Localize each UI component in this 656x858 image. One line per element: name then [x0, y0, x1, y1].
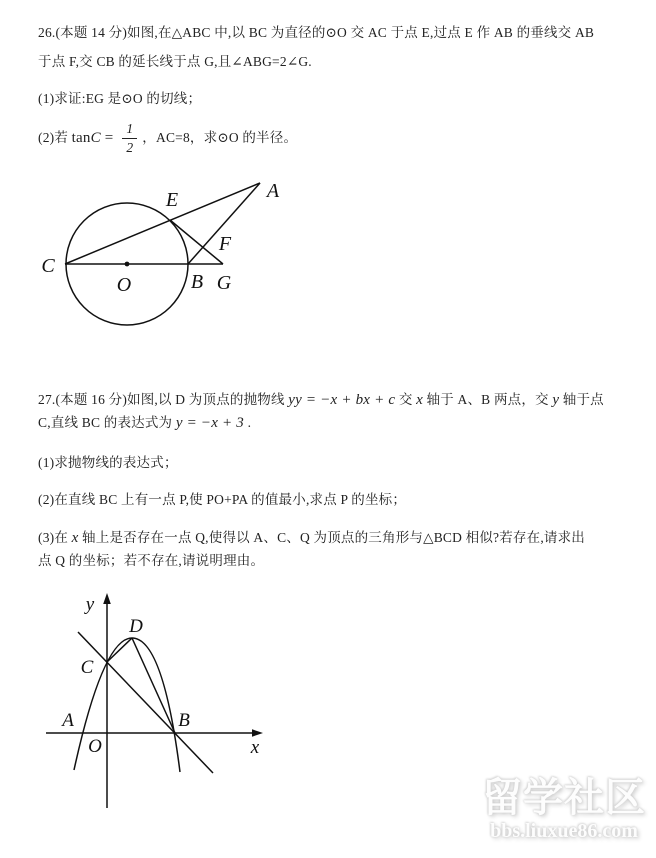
fraction: $\frac{1}{2}$	[122, 121, 137, 155]
p27-part1: (1)求抛物线的表达式；	[38, 455, 178, 470]
p27-part3-line2: 点 Q 的坐标；若不存在,请说明理由。	[38, 553, 265, 568]
fig27-label-C: C	[80, 657, 94, 678]
fig26-label-G: G	[216, 272, 232, 294]
fig26-label-A: A	[266, 180, 280, 202]
fig26-label-E: E	[165, 189, 179, 211]
line-EFG	[170, 220, 223, 264]
fig27-label-B: B	[178, 710, 190, 731]
p26-statement-line2: 于点 F,交 CB 的延长线于点 G,且∠ABG=2∠G.	[38, 54, 312, 69]
p27-part3-line1: (3)在 x 轴上是否存在一点 Q,使得以 A、C、Q 为顶点的三角形与△BCD 相似?若存在,请求出	[38, 530, 585, 546]
watermark-url: bbs.liuxue86.com	[490, 820, 638, 842]
fig26-label-B: B	[190, 271, 204, 293]
fig27-label-D: D	[129, 616, 143, 637]
watermark	[478, 776, 650, 842]
p26-statement-line1: 26.(本题 14 分)如图,在△ABC 中,以 BC 为直径的⊙O 交 AC 于点 E,过点 E 作 AB 的垂线交 AB	[38, 25, 595, 40]
fig26-label-F: F	[218, 233, 232, 255]
fig27-label-A: A	[62, 710, 74, 731]
y-axis-arrow-icon	[103, 593, 111, 604]
p27-statement-line2: C,直线 BC 的表达式为 y = −x + 3 .	[38, 415, 252, 431]
x-axis-arrow-icon	[252, 729, 263, 736]
segment-CD	[107, 638, 132, 662]
fig26-label-C: C	[41, 255, 55, 277]
figure-26-circle-diagram	[28, 166, 308, 356]
p27-part2: (2)在直线 BC 上有一点 P,使 PO+PA 的值最小,求点 P 的坐标；	[38, 492, 407, 507]
figure-27-parabola-diagram	[36, 590, 276, 818]
segment-DB	[132, 638, 175, 733]
watermark-title: 留学社区	[482, 775, 646, 820]
p26-part2: (2)若 tan C = $\frac{1}{2}$ ，AC=8，求⊙O 的半径。	[38, 120, 298, 155]
fig27-label-x: x	[250, 737, 260, 758]
fig27-label-y: y	[85, 594, 95, 615]
p26-part1: (1)求证:EG 是⊙O 的切线；	[38, 91, 202, 106]
fig27-label-O: O	[88, 736, 102, 757]
fig26-label-O: O	[116, 274, 132, 296]
p27-statement-line1: 27.(本题 16 分)如图,以 D 为顶点的抛物线 yy = −x + bx + c 交 x 轴于 A、B 两点，交 y 轴于点	[38, 392, 604, 408]
